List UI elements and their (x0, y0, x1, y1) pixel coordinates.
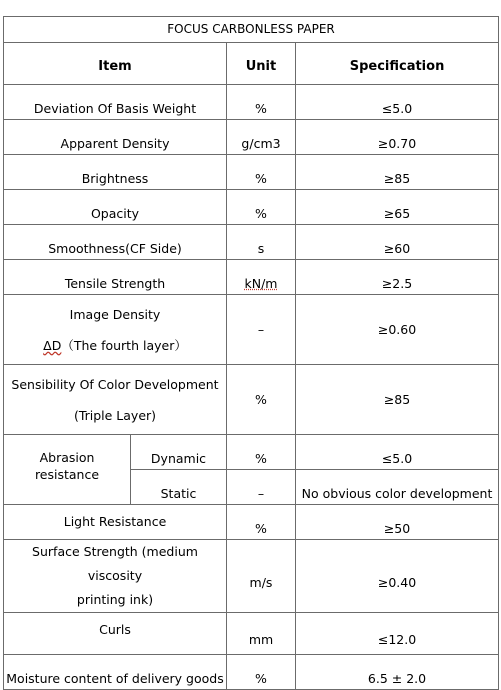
row-item-line1: Image Density (69, 306, 161, 322)
row-unit: % (227, 655, 296, 690)
row-unit: % (227, 190, 296, 225)
row-unit (227, 260, 296, 295)
row-item: Brightness (4, 155, 227, 190)
row-item (4, 295, 227, 365)
row-unit: g/cm3 (227, 120, 296, 155)
row-unit: – (227, 295, 296, 365)
row-item: Moisture content of delivery goods (4, 655, 227, 690)
table-row (4, 225, 499, 260)
row-unit: % (227, 435, 296, 470)
header-unit: Unit (227, 43, 296, 85)
row-spec: ≤12.0 (296, 613, 499, 655)
table-row (4, 190, 499, 225)
table-row (4, 120, 499, 155)
row-spec: ≤5.0 (296, 85, 499, 120)
row-item: Tensile Strength (4, 260, 227, 295)
row-item (4, 365, 227, 435)
row-spec: ≥65 (296, 190, 499, 225)
row-unit-text: kN/m (244, 275, 278, 291)
row-item: Curls (4, 613, 227, 655)
row-unit: m/s (227, 540, 296, 613)
row-unit: % (227, 505, 296, 540)
row-spec: ≥85 (296, 155, 499, 190)
header-spec: Specification (296, 43, 499, 85)
row-item-line2 (6, 337, 224, 354)
row-item: Abrasion resistance (4, 435, 131, 505)
row-item-line1: Sensibility Of Color Development (11, 376, 219, 392)
row-unit: mm (227, 613, 296, 655)
row-item: Smoothness(CF Side) (4, 225, 227, 260)
row-spec: ≥85 (296, 365, 499, 435)
table-row (4, 365, 499, 435)
row-spec: ≤5.0 (296, 435, 499, 470)
row-spec: ≥0.40 (296, 540, 499, 613)
row-spec: ≥0.60 (296, 295, 499, 365)
table-row (4, 85, 499, 120)
table-row (4, 655, 499, 690)
row-spec: ≥50 (296, 505, 499, 540)
title-row (4, 17, 499, 43)
row-spec: No obvious color development (296, 470, 499, 505)
table-row (4, 295, 499, 365)
spec-sheet (3, 16, 498, 686)
row-item: Deviation Of Basis Weight (4, 85, 227, 120)
row-unit: % (227, 155, 296, 190)
row-item: Opacity (4, 190, 227, 225)
header-item: Item (4, 43, 227, 85)
row-spec: 6.5 ± 2.0 (296, 655, 499, 690)
table-row (4, 155, 499, 190)
row-unit: – (227, 470, 296, 505)
table-row (4, 435, 499, 470)
table-row (4, 613, 499, 655)
row-unit: % (227, 85, 296, 120)
row-spec: ≥2.5 (296, 260, 499, 295)
table-title: FOCUS CARBONLESS PAPER (4, 17, 499, 43)
row-subitem: Dynamic (131, 435, 227, 470)
row-item-line2-rest: （The fourth layer） (61, 337, 187, 353)
row-spec: ≥0.70 (296, 120, 499, 155)
row-unit: % (227, 365, 296, 435)
header-row (4, 43, 499, 85)
row-item-line2: printing ink) (76, 592, 154, 607)
row-item-line1: Surface Strength (medium viscosity (32, 544, 198, 583)
row-item-line2: (Triple Layer) (73, 407, 157, 423)
table-row (4, 260, 499, 295)
row-item: Light Resistance (4, 505, 227, 540)
table-row (4, 505, 499, 540)
row-unit: s (227, 225, 296, 260)
row-item (4, 540, 227, 613)
delta-d-symbol: ΔD (43, 337, 62, 353)
table-row (4, 540, 499, 613)
row-item: Apparent Density (4, 120, 227, 155)
row-spec: ≥60 (296, 225, 499, 260)
specification-table (3, 16, 499, 690)
row-subitem: Static (131, 470, 227, 505)
